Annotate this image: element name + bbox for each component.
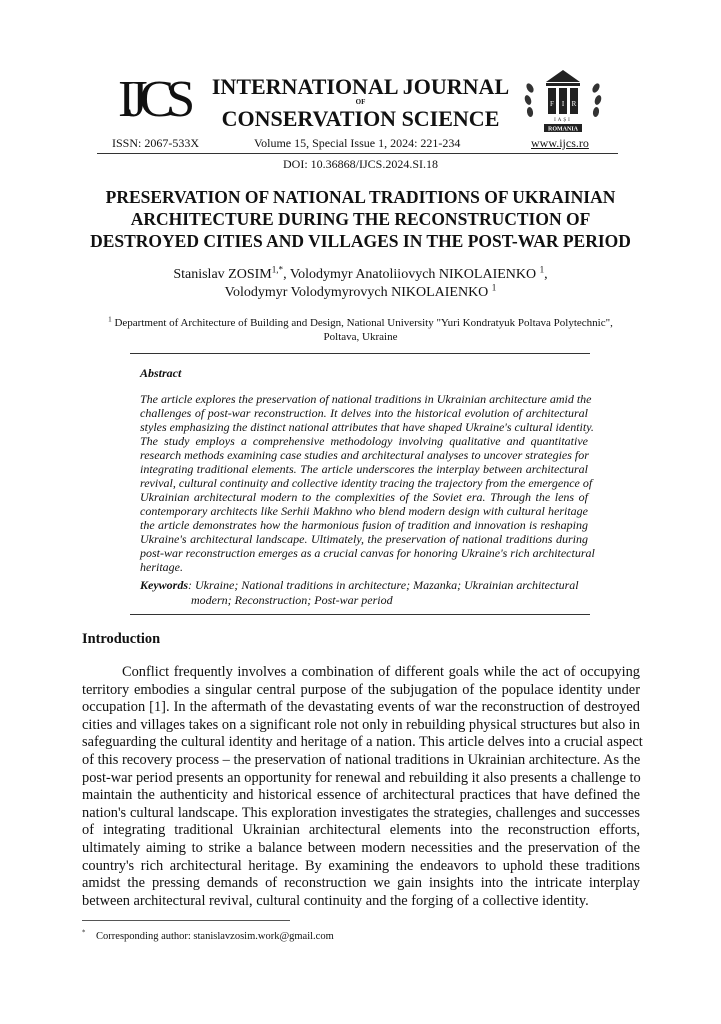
- abstract-text: [140, 392, 595, 574]
- footnote: [82, 930, 334, 943]
- volume-info: Volume 15, Special Issue 1, 2024: 221-234: [254, 136, 461, 150]
- journal-logo: IJCS: [118, 71, 188, 128]
- affiliation-line2: Poltava, Ukraine: [323, 331, 398, 343]
- abstract-line: Ukraine's architectural landscape. Ultimately, the preservation of national traditions during: [140, 532, 588, 546]
- author-1: Stanislav ZOSIM: [173, 267, 272, 282]
- journal-title-line2: CONSERVATION SCIENCE: [221, 106, 500, 131]
- abstract-line: post-war reconstruction emerges as a crucial canvas for honoring Ukraine's rich architectural: [140, 546, 595, 560]
- body-line: territory embodies a singular central purpose of the subjugation of the populace identity under: [82, 681, 640, 698]
- svg-text:F: F: [550, 100, 554, 108]
- footnote-rule: [82, 920, 290, 921]
- abstract-heading: Abstract: [140, 366, 182, 380]
- abstract-bottom-rule: [130, 614, 590, 615]
- title-line: ARCHITECTURE DURING THE RECONSTRUCTION OF: [130, 209, 591, 229]
- author-2: , Volodymyr Anatoliiovych NIKOLAIENKO: [283, 267, 540, 282]
- doi[interactable]: DOI: 10.36868/IJCS.2024.SI.18: [282, 157, 438, 171]
- abstract-line: The article explores the preservation of national traditions in Ukrainian architecture amid the: [140, 392, 592, 406]
- svg-text:R: R: [571, 100, 577, 108]
- footnote-mark: *: [82, 929, 86, 937]
- footnote-text: Corresponding author: stanislavzosim.work@gmail.com: [96, 931, 334, 942]
- abstract-line: contemporary architects like Serhii Makhno who blend modern design with cultural heritage: [140, 504, 588, 518]
- keywords-label: Keywords: [140, 578, 188, 592]
- author-1-affil: 1,*: [271, 264, 284, 275]
- abstract-line: integrating traditional elements. The article underscores the interplay between architectural: [140, 462, 588, 476]
- svg-text:ROMANIA: ROMANIA: [548, 126, 578, 132]
- introduction-paragraph: [82, 664, 643, 910]
- body-line: cities and villages takes on a significant role not only in rebuilding physical structures but also in: [82, 716, 640, 733]
- author-3: Volodymyr Volodymyrovych NIKOLAIENKO: [224, 285, 492, 300]
- body-line: between architectural revival, cultural continuity and the forging of a collective identity.: [82, 892, 589, 909]
- body-line: maintain the authenticity and historical essence of architectural practices that have defined the: [82, 787, 640, 804]
- affiliation-line1: Department of Architecture of Building and Design, National University "Yuri Kondratyuk Poltava Polytechnic",: [111, 317, 613, 329]
- abstract-line: research methods examining case studies and architectural analyses to uncover strategies for: [140, 448, 589, 462]
- keywords: [140, 578, 579, 608]
- abstract-line: The study employs a comprehensive methodology involving qualitative and quantitative: [140, 434, 588, 448]
- svg-text:I: I: [561, 100, 565, 108]
- issn: ISSN: 2067-533X: [112, 136, 200, 150]
- website-link[interactable]: www.ijcs.ro: [531, 136, 589, 150]
- author-2-affil: 1: [539, 264, 545, 275]
- abstract-line: styles emphasizing the distinct national attributes that have shaped Ukraine's cultural identity.: [140, 420, 594, 434]
- header-divider: [97, 153, 618, 154]
- title-line: DESTROYED CITIES AND VILLAGES IN THE POST-WAR PERIOD: [90, 231, 631, 251]
- body-line: of this recovery process – the preservation of national traditions in Ukrainian architecture. As the: [82, 751, 641, 768]
- svg-text:IAȘI: IAȘI: [554, 118, 572, 123]
- journal-title-of: OF: [355, 98, 366, 106]
- university-emblem: [520, 70, 606, 132]
- section-heading-introduction: Introduction: [82, 631, 161, 647]
- emblem-icon: [520, 70, 606, 132]
- keywords-line2: modern; Reconstruction; Post-war period: [191, 593, 393, 607]
- body-line: Conflict frequently involves a combination of different goals while the act of occupying: [122, 664, 640, 680]
- affiliation: [0, 316, 721, 344]
- abstract-top-rule: [130, 353, 590, 354]
- body-line: safeguarding the cultural identity and heritage of a nation. This article delves into a crucial aspect: [82, 734, 643, 751]
- journal-title-line1: INTERNATIONAL JOURNAL: [211, 74, 510, 99]
- affiliation-mark: 1: [108, 315, 112, 324]
- article-title: [0, 186, 721, 252]
- body-line: ultimately aiming to strike a balance between modern necessities and the preservation of the: [82, 839, 640, 856]
- abstract-line: heritage.: [140, 560, 183, 574]
- body-line: of integrating traditional Ukrainian architectural elements into the reconstruction efforts,: [82, 822, 640, 839]
- keywords-line1: : Ukraine; National traditions in architecture; Mazanka; Ukrainian architectural: [188, 578, 579, 592]
- abstract-line: revival, cultural continuity and collective identity tracing the trajectory from the emergence of: [140, 476, 593, 490]
- body-line: post-war period presents an opportunity for renewal and rebuilding it also presents a challenge to: [82, 769, 641, 786]
- body-line: country's rich architectural heritage. By examining the endeavors to uphold these traditions: [82, 857, 640, 874]
- title-line: PRESERVATION OF NATIONAL TRADITIONS OF UKRAINIAN: [105, 187, 616, 207]
- body-line: occupation [1]. In the aftermath of the devastating events of war the reconstruction of destroyed: [82, 699, 640, 716]
- abstract-line: the article demonstrates how the harmonious fusion of tradition and innovation is reshaping: [140, 518, 588, 532]
- author-3-affil: 1: [491, 282, 497, 293]
- body-line: nation's cultural landscape. This exploration investigates the strategies, challenges and successes: [82, 804, 640, 821]
- authors: [0, 266, 721, 302]
- abstract-line: Ukrainian architectural modern to the complexities of the Soviet era. Through the lens of: [140, 490, 588, 504]
- body-line: amidst the pressing demands of reconstruction we gain insights into the intricate interplay: [82, 875, 640, 892]
- author-sep: ,: [544, 267, 548, 282]
- abstract-line: challenges of post-war reconstruction. It delves into the historical evolution of architectural: [140, 406, 588, 420]
